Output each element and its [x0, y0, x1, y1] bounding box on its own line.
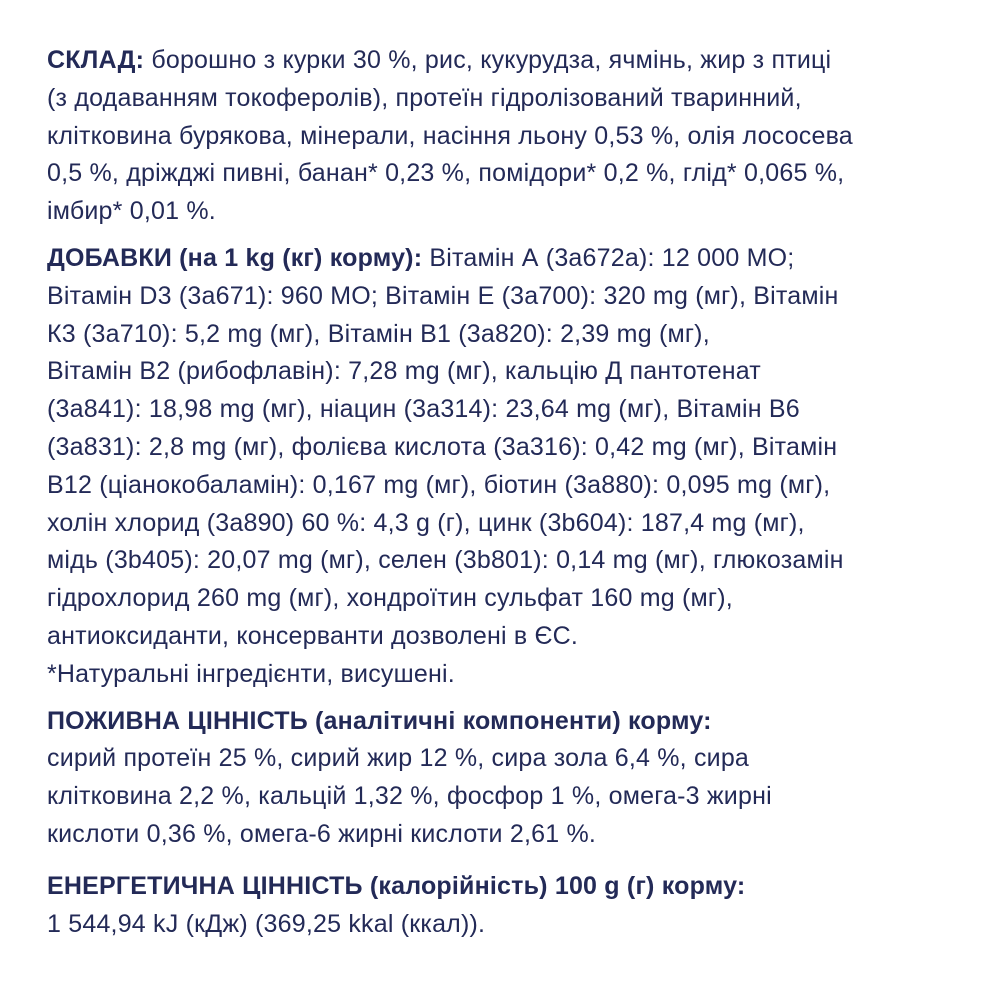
composition-text-1: борошно з курки 30 %, рис, кукурудза, ячмінь, жир з птиці — [144, 46, 832, 74]
nutrition-text-3: кислоти 0,36 %, омега-6 жирні кислоти 2,61 %. — [47, 819, 597, 848]
additives-text-9: мідь (3b405): 20,07 mg (мг), селен (3b801): 0,14 mg (мг), глюкозамін — [47, 546, 844, 575]
additives-text-2: Вітамін D3 (3а671): 960 МО; Вітамін Е (3а700): 320 mg (мг), Вітамін — [47, 281, 839, 310]
additives-text-5: (3а841): 18,98 mg (мг), ніацин (3а314): 23,64 mg (мг), Вітамін В6 — [47, 395, 800, 424]
composition-section — [47, 42, 967, 231]
composition-text-2: (з додаванням токоферолів), протеїн гідролізований тваринний, — [47, 83, 802, 112]
nutrition-heading: ПОЖИВНА ЦІННІСТЬ (аналітичні компоненти) корму: — [47, 706, 712, 735]
natural-ingredients-note: *Натуральні інгредієнти, висушені. — [47, 659, 455, 688]
nutrition-section — [47, 703, 967, 854]
additives-text-3: К3 (3а710): 5,2 mg (мг), Вітамін В1 (3а820): 2,39 mg (мг), — [47, 319, 710, 348]
additives-text-7: В12 (ціанокобаламін): 0,167 mg (мг), біотин (3а880): 0,095 mg (мг), — [47, 470, 831, 499]
additives-text-1: Вітамін А (3а672а): 12 000 МО; — [422, 243, 795, 272]
ingredients-document — [47, 42, 967, 943]
composition-line-1 — [47, 42, 967, 80]
additives-text-11: антиоксиданти, консерванти дозволені в ЄС. — [47, 621, 579, 650]
composition-text-5: імбир* 0,01 %. — [47, 197, 216, 226]
composition-text-4: 0,5 %, дріжджі пивні, банан* 0,23 %, помідори* 0,2 %, глід* 0,065 %, — [47, 159, 845, 188]
additives-section — [47, 240, 967, 694]
additives-line-1 — [47, 240, 967, 278]
energy-section — [47, 868, 967, 944]
nutrition-text-2: клітковина 2,2 %, кальцій 1,32 %, фосфор 1 %, омега-3 жирні — [47, 782, 772, 811]
energy-text-1: 1 544,94 kJ (кДж) (369,25 kkal (ккал)). — [47, 909, 486, 938]
composition-text-3: клітковина бурякова, мінерали, насіння льону 0,53 %, олія лососева — [47, 121, 853, 150]
additives-text-6: (3а831): 2,8 mg (мг), фолієва кислота (3а316): 0,42 mg (мг), Вітамін — [47, 432, 838, 461]
additives-text-4: Вітамін В2 (рибофлавін): 7,28 mg (мг), кальцію Д пантотенат — [47, 357, 761, 386]
additives-text-10: гідрохлорид 260 mg (мг), хондроїтин сульфат 160 mg (мг), — [47, 584, 733, 613]
additives-heading: ДОБАВКИ (на 1 kg (кг) корму): — [47, 243, 423, 272]
additives-text-8: холін хлорид (3а890) 60 %: 4,3 g (г), цинк (3b604): 187,4 mg (мг), — [47, 508, 805, 537]
nutrition-text-1: сирий протеїн 25 %, сирий жир 12 %, сира зола 6,4 %, сира — [47, 744, 750, 773]
composition-heading: СКЛАД: — [47, 46, 145, 74]
energy-heading: ЕНЕРГЕТИЧНА ЦІННІСТЬ (калорійність) 100 g (г) корму: — [47, 871, 746, 900]
